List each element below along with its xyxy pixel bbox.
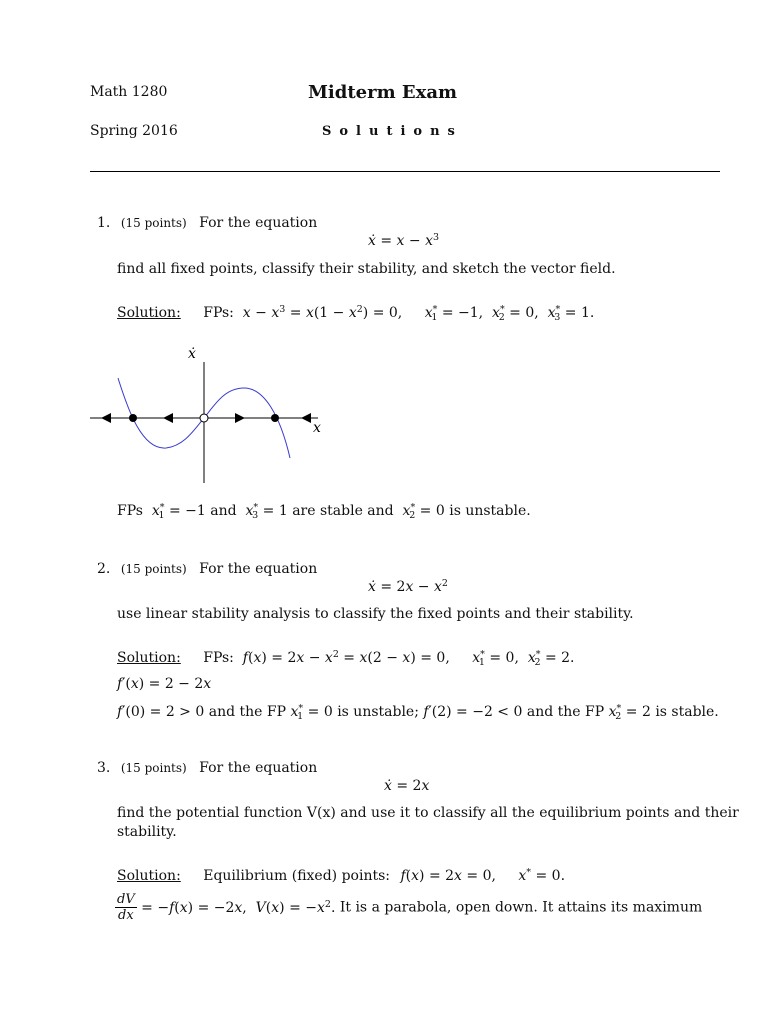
unstable-fixed-point xyxy=(200,414,208,422)
course-code: Math 1280 xyxy=(90,84,168,100)
question-2-header xyxy=(97,561,317,577)
flow-arrow-left-1 xyxy=(163,413,173,423)
question-points: (15 points) xyxy=(120,562,187,576)
equation-2: ẋ = $2x - x^2$ xyxy=(368,578,448,595)
and-fp-text: and the FP xyxy=(208,704,287,720)
question-points: (15 points) xyxy=(120,216,187,230)
question-3-solution: Solution: Equilibrium (fixed) points: f(x) = 2x = 0, x* = 0. xyxy=(117,867,566,884)
question-2-solution: Solution: FPs: $f(x) = 2x - x^2 = x(2 - x) = 0$, $x^*_1 = 0$, $x^*_2 = 2$. xyxy=(117,649,575,668)
question-2-task: use linear stability analysis to classify the fixed points and their stability. xyxy=(117,606,634,622)
flow-arrow-left-2 xyxy=(301,413,311,423)
question-2-conclusion: f′(0) = 2 > 0 and the FP $x^*_1 = 0$ is unstable; f′(2) = −2 < 0 and the FP $x^*_2 = 2$ is stable. xyxy=(117,703,719,722)
page-title: Midterm Exam xyxy=(308,82,458,103)
question-1-solution: Solution: FPs: $x - x^3 = x(1 - x^2) = 0$, $x^*_1 = -1$, $x^*_2 = 0$, $x^*_3 = 1$. xyxy=(117,304,595,323)
question-number: 3. xyxy=(97,760,111,776)
question-3-task-line-2: stability. xyxy=(117,824,177,840)
question-intro: For the equation xyxy=(199,760,318,776)
derivative-line: f′(x) = 2 − 2x xyxy=(117,676,212,692)
flow-arrow-right-2 xyxy=(235,413,245,423)
solution-label: Solution: xyxy=(117,305,181,321)
equilibrium-text: Equilibrium (fixed) points: xyxy=(203,868,391,884)
parabola-text: It is a parabola, open down. It attains its maximum xyxy=(339,899,703,916)
equation-1: ẋ = $x - x^3$ xyxy=(368,232,440,249)
unstable-text: is unstable; xyxy=(337,704,419,720)
question-number: 2. xyxy=(97,561,111,577)
question-intro: For the equation xyxy=(199,215,318,231)
equation-3: ẋ = 2x xyxy=(384,778,430,794)
term: Spring 2016 xyxy=(90,123,178,139)
question-points: (15 points) xyxy=(120,761,187,775)
flow-arrow-right-1 xyxy=(101,413,111,423)
y-axis-label: ẋ xyxy=(188,346,196,362)
question-3-task-line-1: find the potential function V(x) and use it to classify all the equilibrium points and their xyxy=(117,805,739,821)
stable-fixed-point-2 xyxy=(271,414,279,422)
and-fp-text: and the FP xyxy=(526,704,605,720)
x-axis-label: x xyxy=(313,420,321,436)
solution-label: Solution: xyxy=(117,650,181,666)
question-3-header xyxy=(97,760,317,776)
stable-text: is stable. xyxy=(655,704,719,720)
solution-label: Solution: xyxy=(117,868,181,884)
potential-line: $\frac{dV}{dx}$ = −f(x) = −2x, $V(x) = -x^2$. It is a parabola, open down. It attains its maximum xyxy=(117,892,703,923)
question-number: 1. xyxy=(97,215,111,231)
dv-dx-fraction: $\frac{dV}{dx}$ xyxy=(117,892,135,923)
question-1-conclusion: FPs $x^*_1 = -1$ and $x^*_3 = 1$ are stable and $x^*_2 = 0$ is unstable. xyxy=(117,502,531,521)
page-subtitle: Solutions xyxy=(322,124,463,139)
stable-fixed-point-1 xyxy=(129,414,137,422)
question-1-task: find all fixed points, classify their stability, and sketch the vector field. xyxy=(117,261,616,277)
question-intro: For the equation xyxy=(199,561,318,577)
